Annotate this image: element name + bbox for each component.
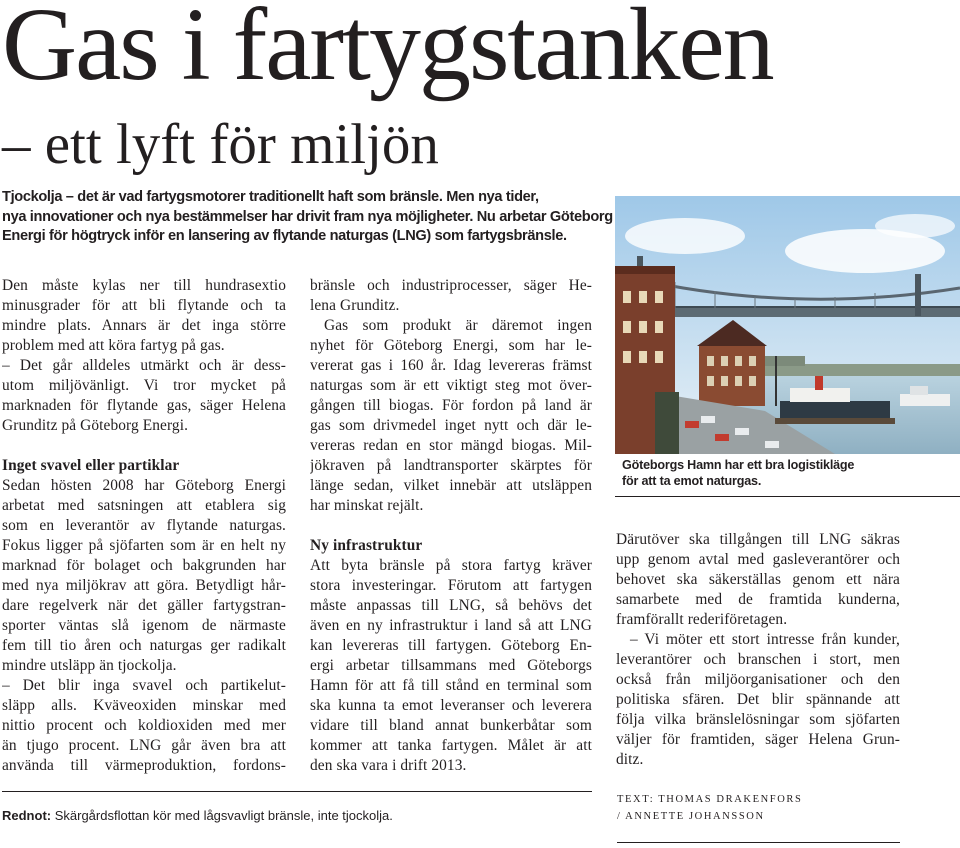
article-column-1 bbox=[2, 276, 286, 776]
ingress bbox=[2, 188, 613, 247]
body-line: arbetat med satsningen att etablera sig bbox=[2, 497, 286, 514]
body-line: Gas som produkt är däremot ingen bbox=[324, 317, 592, 334]
body-line: – Det går alldeles utmärkt och är dess- bbox=[2, 357, 286, 374]
body-line: ergi arbetar tillsammans med Göteborgs bbox=[310, 657, 592, 674]
body-line: även en ny infrastruktur i land så att LNG bbox=[310, 617, 592, 634]
caption-rule bbox=[615, 496, 960, 497]
body-line: än tjugo procent. LNG går även bra att bbox=[2, 737, 286, 754]
body-line: Hamn för att få till stånd en terminal som bbox=[310, 677, 592, 694]
body-line: mindre plats. Annars är det inga större bbox=[2, 317, 286, 334]
body-line: måste anpassas till LNG, så behövs det bbox=[310, 597, 592, 614]
body-line: stora investeringar. Förutom att fartygen bbox=[310, 577, 592, 594]
body-line: problem med att köra fartyg på gas. bbox=[2, 337, 225, 354]
article-column-3 bbox=[616, 530, 900, 770]
body-line: bränsle och industriprocesser, säger He- bbox=[310, 277, 592, 294]
body-line: jökraven på landtransporter skärptes för bbox=[310, 457, 592, 474]
body-line: – Vi möter ett stort intresse från kunder, bbox=[630, 631, 900, 648]
body-line: länge sedan, vilket innebär att utsläppen bbox=[310, 477, 592, 494]
byline-photo: / ANNETTE JOHANSSON bbox=[617, 811, 765, 822]
body-line: fem till tio åren och naturgas ger radikalt bbox=[2, 637, 286, 654]
harbour-photo bbox=[615, 196, 960, 454]
page-subtitle: – ett lyft för miljön bbox=[2, 113, 439, 176]
harbour-illustration bbox=[615, 196, 960, 454]
ingress-line: Tjockolja – det är vad fartygsmotorer traditionellt haft som bränsle. Men nya tider, bbox=[2, 189, 539, 205]
body-line: leverantörer och branschen i stort, men bbox=[616, 651, 900, 668]
page-title: Gas i fartygstanken bbox=[2, 0, 773, 102]
editorial-note bbox=[2, 807, 602, 825]
body-line: – Det blir inga svavel och partikelut- bbox=[2, 677, 286, 694]
byline-rule bbox=[617, 842, 900, 843]
body-line: utom miljövänligt. Vi tror mycket på bbox=[2, 377, 286, 394]
body-line: följa vilka bränslelösningar som sjöfarten bbox=[616, 711, 900, 728]
body-line: Den måste kylas ner till hundrasextio bbox=[2, 277, 286, 294]
body-line: vidare till bland annat bunkerbåtar som bbox=[310, 717, 592, 734]
byline bbox=[617, 791, 917, 825]
body-line: samarbete med de framtida kunderna, bbox=[616, 591, 900, 608]
body-line: också från miljöorganisationer och den bbox=[616, 671, 900, 688]
body-line: med nya miljökrav att göra. Betydligt hår- bbox=[2, 577, 286, 594]
body-line: väljer för framtiden, säger Helena Grun- bbox=[616, 731, 900, 748]
body-line: Sedan hösten 2008 har Göteborg Energi bbox=[2, 477, 286, 494]
body-line: nyhet för Göteborg Energi, som har le- bbox=[310, 337, 592, 354]
body-line: framförallt rederiföretagen. bbox=[616, 611, 788, 628]
body-line: marknad för bolaget och bakgrunden har bbox=[2, 557, 286, 574]
body-line: har minskat rejält. bbox=[310, 497, 424, 514]
body-line: ska kunna ta emot leveranser och leverera bbox=[310, 697, 592, 714]
section-heading: Inget svavel eller partiklar bbox=[2, 457, 180, 474]
body-line: Att byta bränsle på stora fartyg kräver bbox=[310, 557, 592, 574]
body-line: minusgrader för att bli flytande och ta bbox=[2, 297, 286, 314]
body-line: behovet ska säkerställas genom ett nära bbox=[616, 571, 900, 588]
body-line: naturgas som är ett viktigt steg mot över- bbox=[310, 377, 592, 394]
body-line: som en leverantör av flytande naturgas. bbox=[2, 517, 286, 534]
byline-text: TEXT: THOMAS DRAKENFORS bbox=[617, 794, 803, 805]
footer-rule bbox=[2, 791, 592, 792]
editorial-note-text: Skärgårdsflottan kör med lågsvavligt bränsle, inte tjockolja. bbox=[51, 808, 393, 823]
body-line: Därutöver ska tillgången till LNG säkras bbox=[616, 531, 900, 548]
body-line: Grunditz på Göteborg Energi. bbox=[2, 417, 189, 434]
body-line: den ska vara i drift 2013. bbox=[310, 757, 467, 774]
ingress-line: Energi för högtryck inför en lansering av flytande naturgas (LNG) som fartygsbränsle. bbox=[2, 228, 567, 244]
body-line: nittio procent och koldioxiden med mer bbox=[2, 717, 286, 734]
article-column-2 bbox=[310, 276, 592, 776]
photo-caption bbox=[622, 457, 952, 489]
body-line: ditz. bbox=[616, 751, 644, 768]
section-heading: Ny infrastruktur bbox=[310, 537, 423, 554]
body-line: använda till värmeproduktion, fordons- bbox=[2, 757, 286, 774]
body-line: släpp alls. Kväveoxiden minskar med bbox=[2, 697, 286, 714]
body-line: vererat gas i 160 år. Idag levereras främst bbox=[310, 357, 592, 374]
body-line: lena Grunditz. bbox=[310, 297, 400, 314]
caption-line: Göteborgs Hamn har ett bra logistikläge bbox=[622, 458, 855, 472]
body-line: marknaden för flytande gas, säger Helena bbox=[2, 397, 286, 414]
body-line: kan levereras till fartygen. Göteborg En- bbox=[310, 637, 592, 654]
body-line: mindre utsläpp än tjockolja. bbox=[2, 657, 177, 674]
body-line: Fokus ligger på sjöfarten som är en helt ny bbox=[2, 537, 286, 554]
editorial-note-label: Rednot: bbox=[2, 808, 52, 823]
body-line: dare regelverk när det gäller fartygstran- bbox=[2, 597, 286, 614]
caption-line: för att ta emot naturgas. bbox=[622, 474, 762, 488]
body-line: vereras redan en stor mängd biogas. Mil- bbox=[310, 437, 592, 454]
body-line: kommer att tanka fartygen. Målet är att bbox=[310, 737, 592, 754]
body-line: upp genom avtal med gasleverantörer och bbox=[616, 551, 900, 568]
body-line: gången till biogas. För fordon på land är bbox=[310, 397, 592, 414]
body-line: gas som drivmedel inget nytt och där le- bbox=[310, 417, 592, 434]
body-line: politiska sfären. Det blir spännande att bbox=[616, 691, 900, 708]
body-line: sporter väntas slå igenom de närmaste bbox=[2, 617, 286, 634]
ingress-line: nya innovationer och nya bestämmelser har drivit fram nya möjligheter. Nu arbetar Göteborg bbox=[2, 208, 613, 225]
